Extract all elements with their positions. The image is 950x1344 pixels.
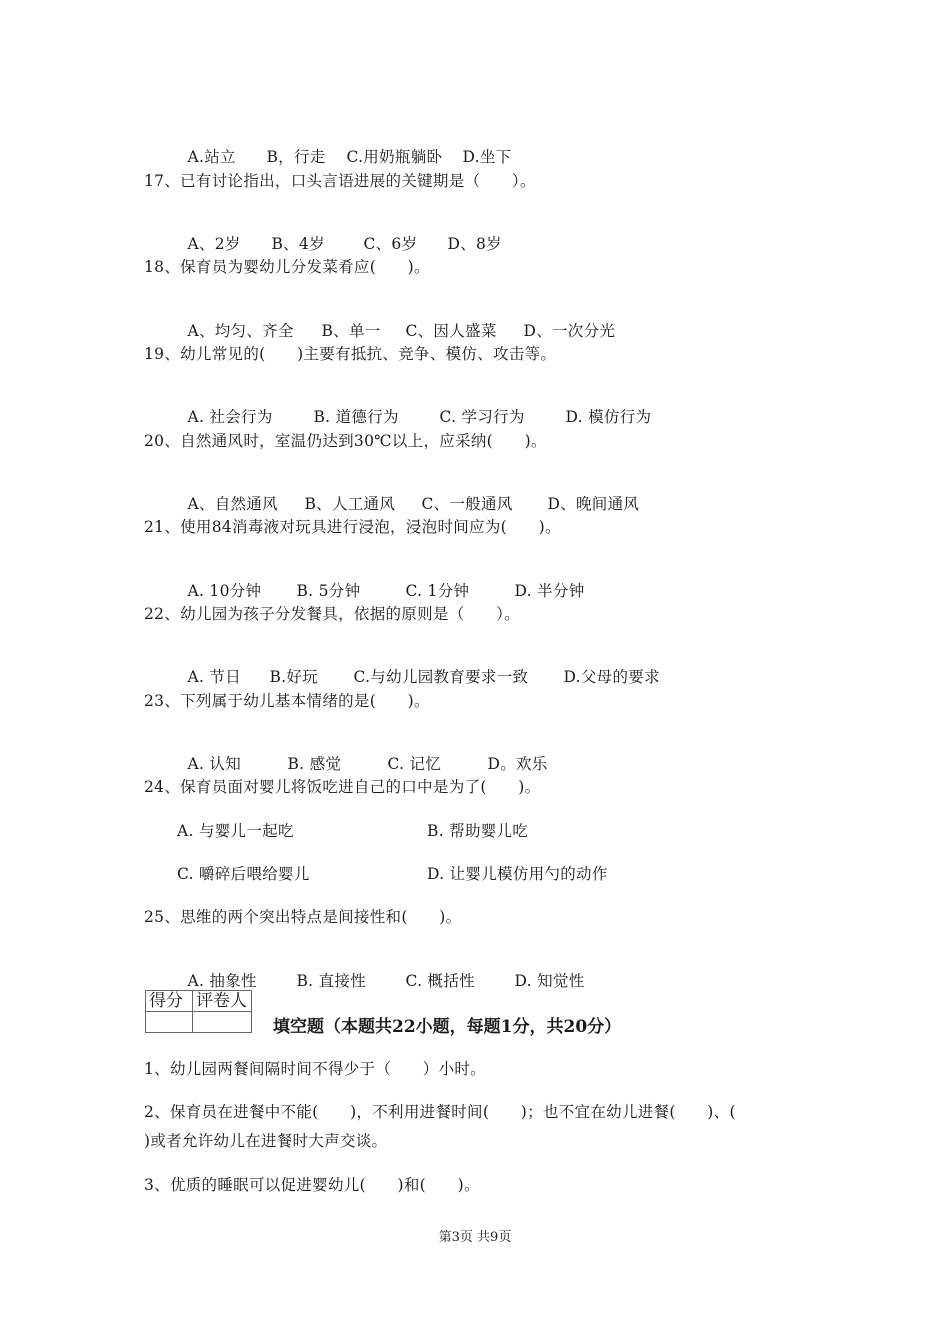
q22-option-c: C.与幼儿园教育要求一致 <box>353 668 529 686</box>
q19-option-a: A. 社会行为 <box>187 408 273 426</box>
score-label: 得分 <box>146 991 193 1012</box>
q20-option-d: D、晚间通风 <box>547 495 640 513</box>
q24-stem: 24、保育员面对婴儿将饭吃进自己的口中是为了( )。 <box>144 778 541 796</box>
q22-stem: 22、幼儿园为孩子分发餐具，依据的原则是（ ）。 <box>144 605 520 623</box>
q19-option-c: C. 学习行为 <box>439 408 525 426</box>
q23-option-b: B. 感觉 <box>287 755 342 773</box>
q20-option-c: C、一般通风 <box>421 495 513 513</box>
q20-option-b: B、人工通风 <box>304 495 396 513</box>
q23-option-a: A. 认知 <box>187 755 242 773</box>
q21-stem: 21、使用84消毒液对玩具进行浸泡，浸泡时间应为( )。 <box>144 518 561 536</box>
q19-option-b: B. 道德行为 <box>313 408 399 426</box>
score-box <box>145 990 252 1033</box>
q22-option-b: B.好玩 <box>269 668 318 686</box>
page-footer: 第3页 共9页 <box>438 1230 512 1245</box>
fill-question-3: 3、优质的睡眠可以促进婴幼儿( )和( )。 <box>144 1176 480 1194</box>
q18-option-b: B、单一 <box>321 322 381 340</box>
q21-options <box>177 561 585 601</box>
q17-stem: 17、已有讨论指出，口头言语进展的关键期是（ ）。 <box>144 172 536 190</box>
q22-option-a: A. 节日 <box>187 668 242 686</box>
score-cell <box>146 1012 193 1033</box>
q21-option-a: A. 10分钟 <box>187 582 262 600</box>
q19-stem: 19、幼儿常见的( )主要有抵抗、竞争、模仿、攻击等。 <box>144 345 557 363</box>
q25-option-a: A. 抽象性 <box>187 972 257 990</box>
fill-question-2-line2: )或者允许幼儿在进餐时大声交谈。 <box>144 1132 388 1150</box>
q18-stem: 18、保育员为婴幼儿分发菜肴应( )。 <box>144 258 430 276</box>
q25-stem: 25、思维的两个突出特点是间接性和( )。 <box>144 908 462 926</box>
q16-option-c: C.用奶瓶躺卧 <box>346 148 443 166</box>
q17-option-a: A、2岁 <box>187 235 241 253</box>
q19-option-d: D. 模仿行为 <box>565 408 652 426</box>
grader-label: 评卷人 <box>193 991 252 1012</box>
q18-option-d: D、一次分光 <box>523 322 616 340</box>
q17-options <box>177 214 502 254</box>
q23-option-d: D。欢乐 <box>487 755 548 773</box>
q20-option-a: A、自然通风 <box>187 495 278 513</box>
q18-option-c: C、因人盛菜 <box>405 322 497 340</box>
q24-option-a: A. 与婴儿一起吃 <box>177 822 294 840</box>
q21-option-c: C. 1分钟 <box>405 582 470 600</box>
q16-options <box>177 127 511 167</box>
q25-option-d: D. 知觉性 <box>514 972 585 990</box>
q17-option-b: B、4岁 <box>271 235 325 253</box>
q22-options <box>177 647 660 687</box>
q19-options <box>177 387 651 427</box>
q21-option-d: D. 半分钟 <box>514 582 585 600</box>
q17-option-d: D、8岁 <box>447 235 502 253</box>
grader-cell <box>193 1012 252 1033</box>
q18-option-a: A、均匀、齐全 <box>187 322 294 340</box>
section-title: 填空题（本题共22小题，每题1分，共20分） <box>273 1017 622 1037</box>
q23-options <box>177 734 548 774</box>
fill-question-2-line1: 2、保育员在进餐中不能( )，不利用进餐时间( )；也不宜在幼儿进餐( )、( <box>144 1103 736 1121</box>
q25-option-c: C. 概括性 <box>405 972 475 990</box>
q18-options <box>177 301 615 341</box>
q24-option-b: B. 帮助婴儿吃 <box>427 822 529 840</box>
q16-option-a: A.站立 <box>187 148 236 166</box>
q22-option-d: D.父母的要求 <box>563 668 660 686</box>
q21-option-b: B. 5分钟 <box>296 582 361 600</box>
q20-stem: 20、自然通风时，室温仍达到30℃以上，应采纳( )。 <box>144 432 547 450</box>
q24-option-d: D. 让婴儿模仿用勺的动作 <box>427 865 608 883</box>
q16-option-b: B，行走 <box>266 148 326 166</box>
q20-options <box>177 474 639 514</box>
q23-option-c: C. 记忆 <box>387 755 442 773</box>
q16-option-d: D.坐下 <box>462 148 512 166</box>
q24-option-c: C. 嚼碎后喂给婴儿 <box>177 865 310 883</box>
q23-stem: 23、下列属于幼儿基本情绪的是( )。 <box>144 692 430 710</box>
fill-question-1: 1、幼儿园两餐间隔时间不得少于（ ）小时。 <box>144 1060 486 1078</box>
q25-options <box>177 951 585 991</box>
q25-option-b: B. 直接性 <box>296 972 367 990</box>
q17-option-c: C、6岁 <box>363 235 418 253</box>
